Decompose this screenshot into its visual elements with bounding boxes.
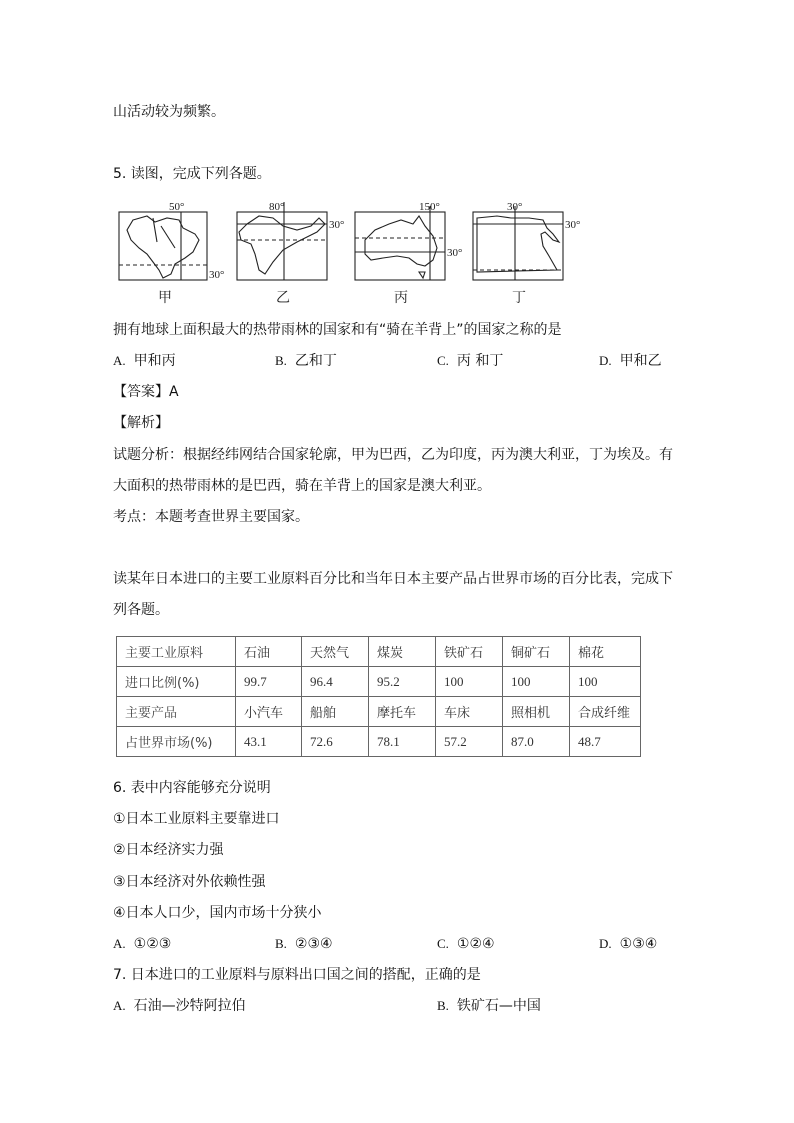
map-ding-label: 丁	[512, 290, 526, 306]
option-text: 甲和乙	[619, 353, 662, 369]
map-yi	[237, 202, 327, 280]
table-cell: 96.4	[302, 667, 369, 697]
table-cell: 占世界市场(%)	[117, 727, 236, 757]
intro-text-2: 列各题。	[113, 602, 169, 618]
option-text: ①②④	[456, 936, 495, 952]
table-cell: 43.1	[236, 727, 302, 757]
option-letter: A.	[113, 936, 126, 951]
map-bing-lat: 30°	[447, 247, 463, 259]
japan-data-table	[116, 636, 641, 757]
statement-3: ③日本经济对外依赖性强	[113, 874, 266, 890]
table-cell: 100	[436, 667, 503, 697]
table-cell: 车床	[436, 697, 503, 727]
q6-option-c[interactable]	[437, 934, 495, 954]
map-ding-lat: 30°	[565, 219, 581, 231]
table-cell: 铁矿石	[436, 637, 503, 667]
table-row	[117, 637, 641, 667]
line-continuation: 山活动较为频繁。	[113, 104, 225, 120]
map-jia-lat: 30°	[209, 269, 225, 281]
option-letter: B.	[275, 353, 287, 368]
option-letter: D.	[599, 936, 612, 951]
option-text: ①③④	[619, 936, 658, 952]
option-letter: B.	[275, 936, 287, 951]
option-text: 丙 和丁	[456, 353, 504, 369]
map-bing-label: 丙	[394, 290, 408, 306]
map-svg	[113, 196, 603, 308]
map-yi-lon: 80°	[269, 201, 285, 213]
q5-option-a[interactable]	[113, 351, 176, 371]
table-cell: 48.7	[570, 727, 641, 757]
q7-option-b[interactable]	[437, 996, 541, 1016]
map-jia-label: 甲	[158, 290, 172, 306]
table-cell: 天然气	[302, 637, 369, 667]
q6-option-b[interactable]	[275, 934, 333, 954]
q5-option-c[interactable]	[437, 351, 503, 371]
map-ding-lon: 30°	[507, 201, 523, 213]
table-cell: 78.1	[369, 727, 436, 757]
table-row	[117, 667, 641, 697]
table-cell: 铜矿石	[503, 637, 570, 667]
analysis-text-1: 试题分析：根据经纬网结合国家轮廓，甲为巴西，乙为印度，丙为澳大利亚，丁为埃及。有	[113, 447, 673, 463]
table-cell: 95.2	[369, 667, 436, 697]
table-cell: 摩托车	[369, 697, 436, 727]
option-letter: C.	[437, 936, 449, 951]
option-letter: D.	[599, 353, 612, 368]
table-cell: 照相机	[503, 697, 570, 727]
table-cell: 船舶	[302, 697, 369, 727]
table-cell: 72.6	[302, 727, 369, 757]
table-cell: 99.7	[236, 667, 302, 697]
analysis-heading: 【解析】	[113, 415, 169, 431]
table-cell: 57.2	[436, 727, 503, 757]
q6-option-a[interactable]	[113, 934, 171, 954]
map-bing-lon: 150°	[419, 201, 440, 213]
table-cell: 煤炭	[369, 637, 436, 667]
option-text: 铁矿石—中国	[456, 998, 541, 1014]
table-cell: 石油	[236, 637, 302, 667]
table-cell: 100	[570, 667, 641, 697]
option-letter: A.	[113, 353, 126, 368]
table-cell: 棉花	[570, 637, 641, 667]
q6-option-d[interactable]	[599, 934, 657, 954]
q5-option-b[interactable]	[275, 351, 337, 371]
table-cell: 进口比例(%)	[117, 667, 236, 697]
table-cell: 合成纤维	[570, 697, 641, 727]
table-cell: 主要工业原料	[117, 637, 236, 667]
intro-text-1: 读某年日本进口的主要工业原料百分比和当年日本主要产品占世界市场的百分比表，完成下	[113, 571, 673, 587]
question-5-stem: 拥有地球上面积最大的热带雨林的国家和有“骑在羊背上”的国家之称的是	[113, 322, 562, 338]
question-7-title: 7. 日本进口的工业原料与原料出口国之间的搭配，正确的是	[113, 967, 481, 983]
statement-2: ②日本经济实力强	[113, 842, 224, 858]
option-text: ①②③	[133, 936, 172, 952]
q5-option-d[interactable]	[599, 351, 662, 371]
map-jia	[119, 212, 207, 280]
table-row	[117, 697, 641, 727]
table-cell: 主要产品	[117, 697, 236, 727]
table-cell: 100	[503, 667, 570, 697]
option-letter: B.	[437, 998, 449, 1013]
map-yi-label: 乙	[276, 290, 290, 306]
table-row	[117, 727, 641, 757]
map-jia-lon: 50°	[169, 201, 185, 213]
question-6-title: 6. 表中内容能够充分说明	[113, 780, 271, 796]
analysis-text-2: 大面积的热带雨林的是巴西，骑在羊背上的国家是澳大利亚。	[113, 478, 491, 494]
option-text: 甲和丙	[133, 353, 176, 369]
q7-option-a[interactable]	[113, 996, 246, 1016]
map-yi-lat: 30°	[329, 219, 345, 231]
table-cell: 87.0	[503, 727, 570, 757]
question-5-title: 5. 读图，完成下列各题。	[113, 166, 271, 182]
map-bing	[355, 206, 445, 280]
statement-4: ④日本人口少，国内市场十分狭小	[113, 905, 322, 921]
map-figure	[113, 196, 603, 308]
option-letter: A.	[113, 998, 126, 1013]
statement-1: ①日本工业原料主要靠进口	[113, 811, 280, 827]
option-text: 石油—沙特阿拉伯	[133, 998, 246, 1014]
answer-line: 【答案】A	[113, 384, 179, 400]
table-cell: 小汽车	[236, 697, 302, 727]
key-point: 考点：本题考查世界主要国家。	[113, 509, 309, 525]
map-ding	[473, 206, 563, 280]
option-text: 乙和丁	[294, 353, 337, 369]
option-letter: C.	[437, 353, 449, 368]
option-text: ②③④	[294, 936, 333, 952]
